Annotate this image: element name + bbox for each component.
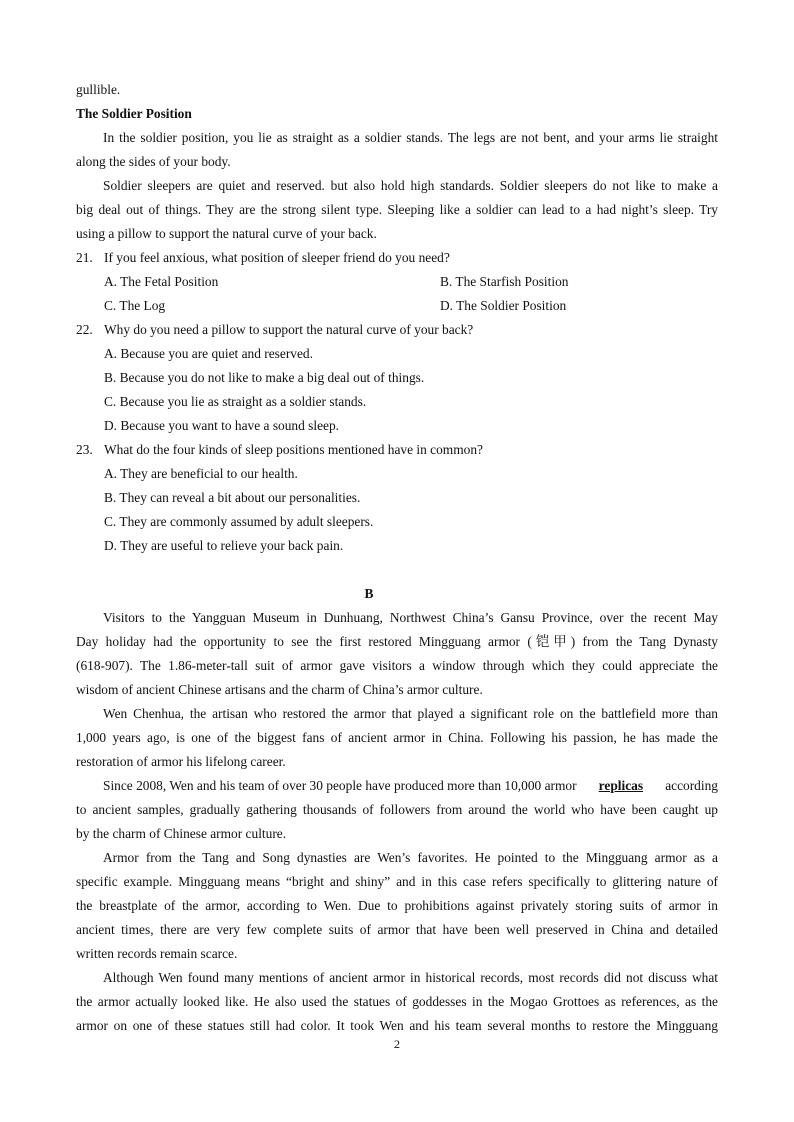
section-b-p5-line-2: the armor actually looked like. He also used the statues of goddesses in the Mogao Grottoes as references, as the — [76, 994, 718, 1009]
section-b-p1-line-4: wisdom of ancient Chinese artisans and the charm of China’s armor culture. — [76, 682, 483, 697]
soldier-p1-line-1: In the soldier position, you lie as straight as a soldier stands. The legs are not bent, and your arms lie straight — [103, 130, 718, 145]
question-23-option-b: B. They can reveal a bit about our personalities. — [104, 490, 361, 505]
section-b-p2-line-3: restoration of armor his lifelong career. — [76, 754, 286, 769]
section-b-p5-line-1: Although Wen found many mentions of ancient armor in historical records, most records did not discuss what — [103, 970, 718, 985]
section-b-p2-line-2: 1,000 years ago, is one of the biggest fans of ancient armor in China. Following his passion, he has made the — [76, 730, 718, 745]
section-b-p4-line-4: ancient times, there are very few complete suits of armor that have been well preserved in China and detailed — [76, 922, 718, 937]
section-b-p3-line-1 — [103, 774, 718, 798]
question-23-stem: What do the four kinds of sleep positions mentioned have in common? — [104, 442, 483, 457]
question-22-number: 22. — [76, 322, 93, 337]
soldier-heading: The Soldier Position — [76, 106, 192, 121]
soldier-p2-line-2: big deal out of things. They are the strong silent type. Sleeping like a soldier can lead to a had night’s sleep. Try — [76, 202, 718, 217]
section-b-p2-line-1: Wen Chenhua, the artisan who restored the armor that played a significant role on the battlefield more than — [103, 706, 718, 721]
question-21-option-b: B. The Starfish Position — [440, 274, 569, 289]
underlined-word-replicas: replicas — [598, 778, 644, 793]
section-b-p3-line-3: by the charm of Chinese armor culture. — [76, 826, 287, 841]
question-22-option-b: B. Because you do not like to make a big deal out of things. — [104, 370, 425, 385]
section-b-p3-line-2: to ancient samples, gradually gathering thousands of followers from around the world who have been caught up — [76, 802, 718, 817]
section-b-p4-line-1: Armor from the Tang and Song dynasties are Wen’s favorites. He pointed to the Mingguang armor as a — [103, 850, 718, 865]
question-23-option-c: C. They are commonly assumed by adult sleepers. — [104, 514, 374, 529]
question-22-option-d: D. Because you want to have a sound sleep. — [104, 418, 340, 433]
question-21-option-d: D. The Soldier Position — [440, 298, 567, 313]
section-b-p1-line-2: Day holiday had the opportunity to see the first restored Mingguang armor (铠甲) from the Tang Dynasty — [76, 634, 718, 649]
question-21-stem: If you feel anxious, what position of sleeper friend do you need? — [104, 250, 450, 265]
section-b-p3-line-1-pre: Since 2008, Wen and his team of over 30 people have produced more than 10,000 armor — [103, 778, 580, 793]
section-b-p1-line-3: (618-907). The 1.86-meter-tall suit of armor gave visitors a window through which they could appreciate the — [76, 658, 718, 673]
section-b-p5-line-3: armor on one of these statues still had color. It took Wen and his team several months to restore the Mingguang — [76, 1018, 718, 1033]
question-22-option-a: A. Because you are quiet and reserved. — [104, 346, 313, 361]
section-b-label: B — [364, 586, 374, 601]
soldier-p2-line-3: using a pillow to support the natural curve of your back. — [76, 226, 377, 241]
question-23-option-a: A. They are beneficial to our health. — [104, 466, 298, 481]
section-b-p3-line-1-post: according — [661, 778, 718, 793]
question-22-option-c: C. Because you lie as straight as a soldier stands. — [104, 394, 367, 409]
soldier-p2-line-1: Soldier sleepers are quiet and reserved. but also hold high standards. Soldier sleepers do not like to make a — [103, 178, 718, 193]
question-23-number: 23. — [76, 442, 93, 457]
section-b-p1-line-1: Visitors to the Yangguan Museum in Dunhuang, Northwest China’s Gansu Province, over the recent May — [103, 610, 718, 625]
section-b-p4-line-3: the breastplate of the armor, according to Wen. Due to prohibitions against privately storing suits of armor in — [76, 898, 718, 913]
soldier-p1-line-2: along the sides of your body. — [76, 154, 231, 169]
section-b-p4-line-2: specific example. Mingguang means “bright and shiny” and in this case refers specifically to glittering nature of — [76, 874, 718, 889]
question-21-option-c: C. The Log — [104, 298, 166, 313]
section-b-p4-line-5: written records remain scarce. — [76, 946, 238, 961]
question-21-option-a: A. The Fetal Position — [104, 274, 219, 289]
question-21-number: 21. — [76, 250, 93, 265]
question-22-stem: Why do you need a pillow to support the natural curve of your back? — [104, 322, 474, 337]
question-23-option-d: D. They are useful to relieve your back pain. — [104, 538, 344, 553]
intro-tail-text: gullible. — [76, 82, 121, 97]
page-number: 2 — [394, 1037, 400, 1051]
